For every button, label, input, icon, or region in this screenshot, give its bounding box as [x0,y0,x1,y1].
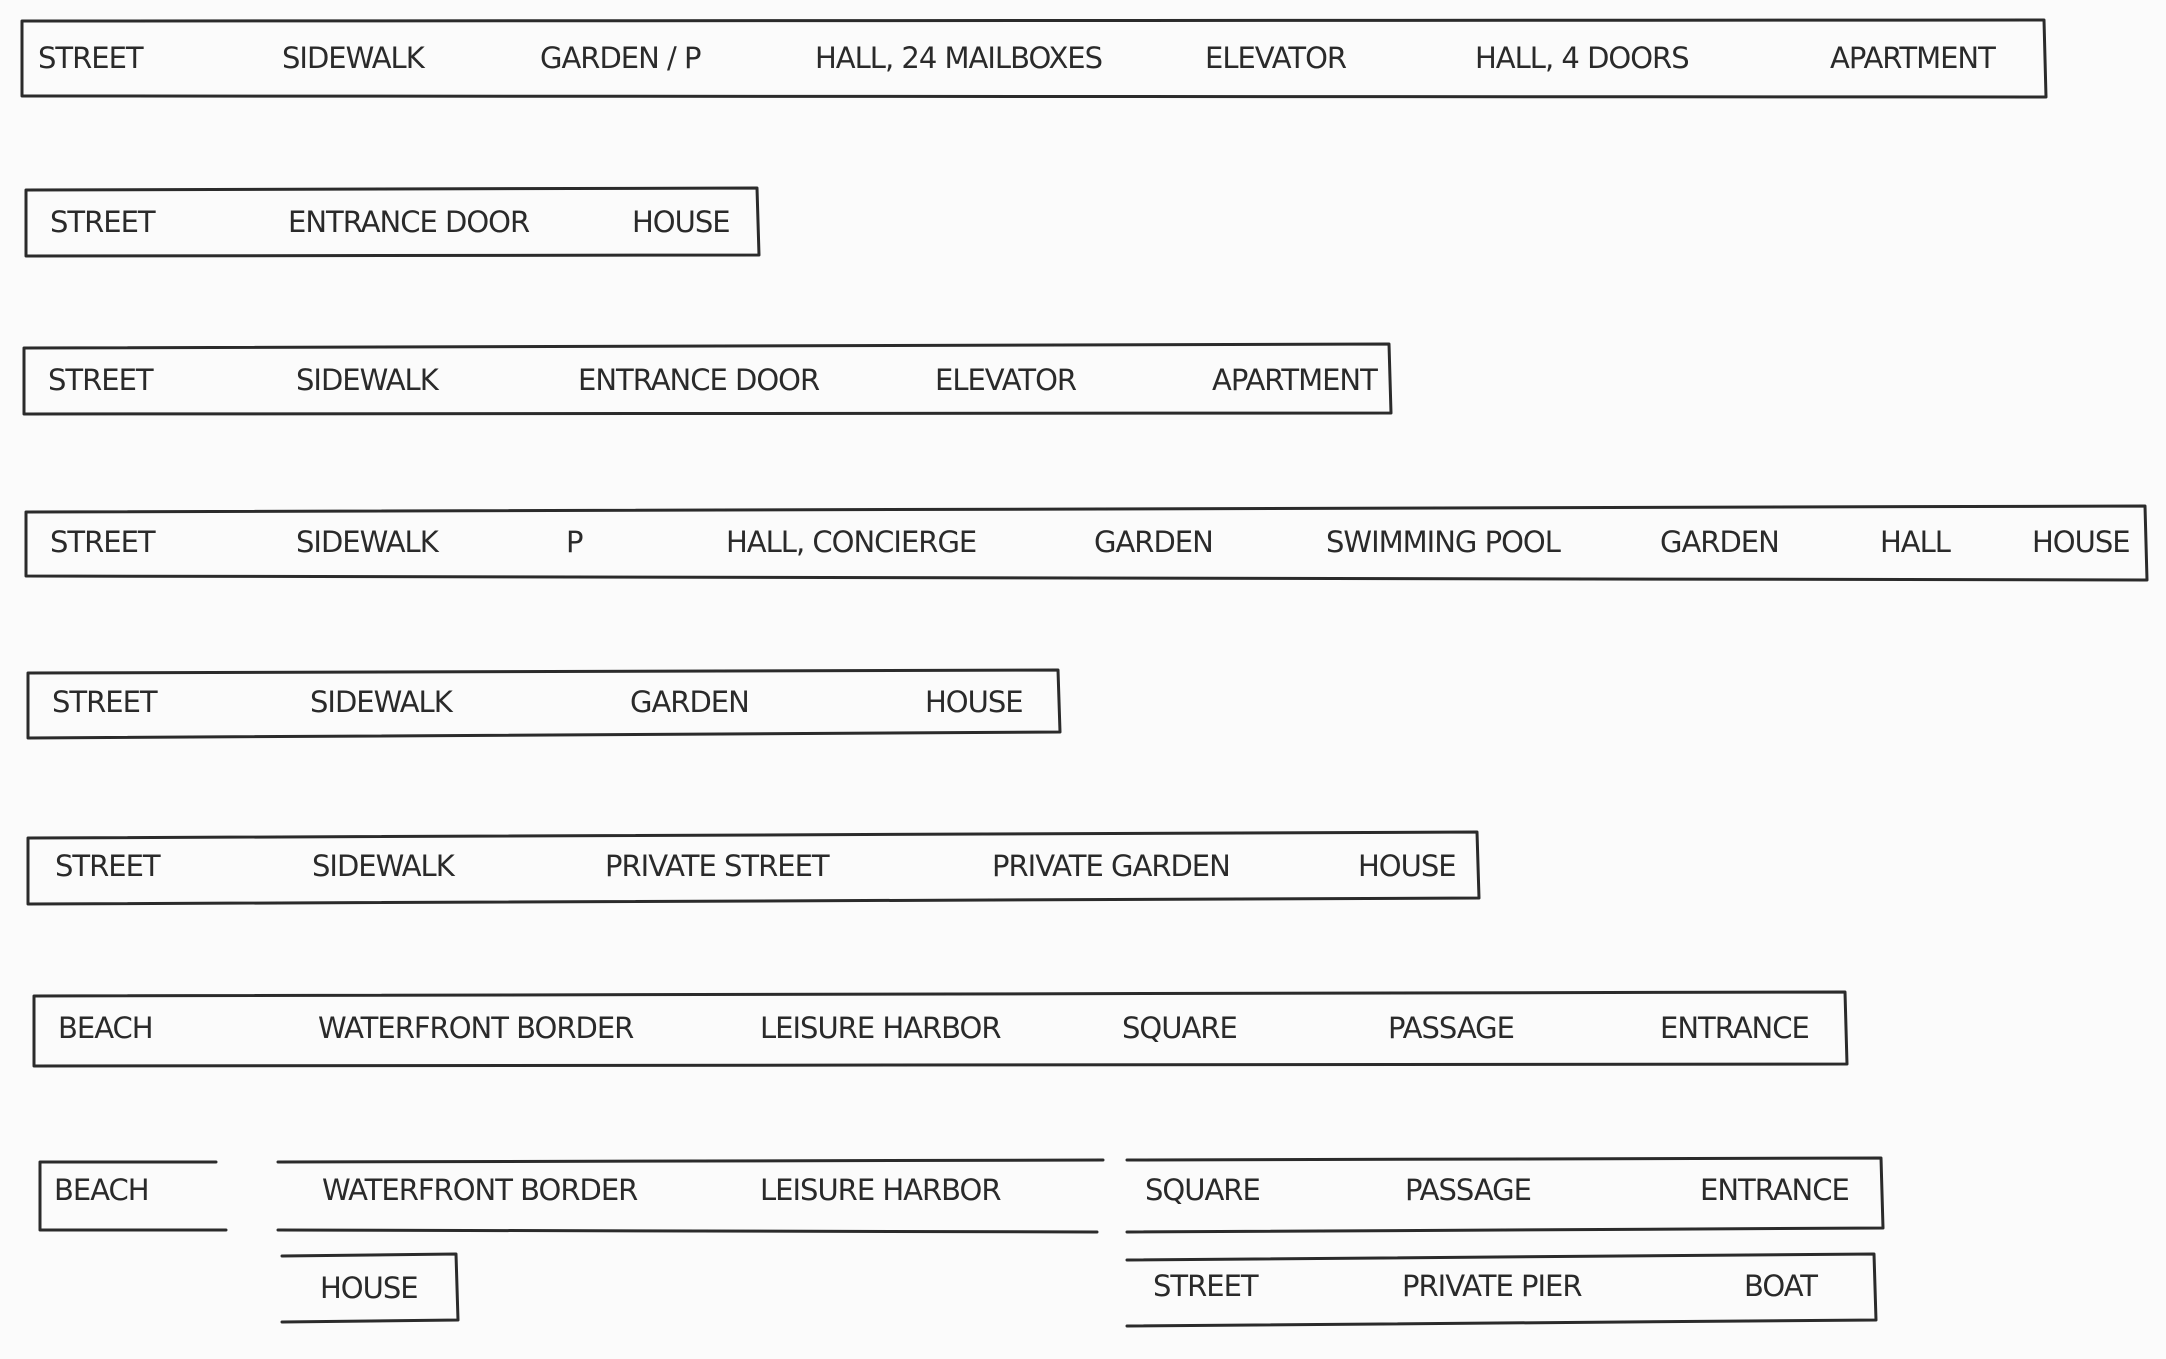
sequence-label: PRIVATE PIER [1402,1269,1582,1303]
sequence-label: STREET [48,363,153,397]
sequence-row-3 [24,344,1391,414]
sequence-row-8 [40,1158,1883,1326]
sequence-label: STREET [55,849,160,883]
sequence-label: HALL, CONCIERGE [726,525,977,559]
sequence-label: GARDEN [630,685,749,719]
sequence-label: BEACH [58,1011,153,1045]
sequence-label: SQUARE [1122,1011,1237,1045]
sequence-label: HOUSE [925,685,1023,719]
sequence-label: P [566,525,583,559]
sequence-label: APARTMENT [1212,363,1377,397]
sequence-label: PASSAGE [1388,1011,1514,1045]
sequence-label: ENTRANCE [1700,1173,1849,1207]
sequence-label: PRIVATE GARDEN [992,849,1230,883]
sequence-row-2 [26,188,759,256]
sequence-label: WATERFRONT BORDER [318,1011,634,1045]
sequence-label: WATERFRONT BORDER [322,1173,638,1207]
sequence-label: BOAT [1744,1269,1818,1303]
sequence-row-4 [26,506,2147,580]
sequence-label: HOUSE [1358,849,1456,883]
sequence-label: SIDEWALK [296,363,438,397]
sequence-label: LEISURE HARBOR [760,1011,1001,1045]
sequence-label: LEISURE HARBOR [760,1173,1001,1207]
sequence-label: HOUSE [632,205,730,239]
sequence-label: STREET [52,685,157,719]
sequence-label: STREET [38,41,143,75]
sequence-label: PASSAGE [1405,1173,1531,1207]
sequence-label: SWIMMING POOL [1326,525,1560,559]
sequence-label: ENTRANCE DOOR [288,205,530,239]
sequence-label: GARDEN [1094,525,1213,559]
sequence-label: HALL [1880,525,1950,559]
sequence-label: ELEVATOR [1205,41,1347,75]
sequence-row-5 [28,670,1060,738]
sequence-label: GARDEN / P [540,41,701,75]
sequence-row-1 [22,20,2046,97]
sequence-label: SQUARE [1145,1173,1260,1207]
sequence-label: BEACH [54,1173,149,1207]
sequence-row-7 [34,992,1847,1066]
sequence-label: HOUSE [320,1271,418,1305]
sequence-label: GARDEN [1660,525,1779,559]
sequence-label: SIDEWALK [312,849,454,883]
sequence-label: HALL, 4 DOORS [1475,41,1689,75]
sequence-label: SIDEWALK [310,685,452,719]
sequence-label: STREET [50,525,155,559]
sequence-label: ENTRANCE [1660,1011,1809,1045]
sequence-label: SIDEWALK [296,525,438,559]
sequence-box [28,670,1060,738]
sequence-label: HALL, 24 MAILBOXES [815,41,1103,75]
sequence-label: SIDEWALK [282,41,424,75]
sequence-label: HOUSE [2032,525,2130,559]
sequence-label: STREET [50,205,155,239]
sequence-label: APARTMENT [1830,41,1995,75]
sequence-label: ENTRANCE DOOR [578,363,820,397]
sequence-label: STREET [1153,1269,1258,1303]
sequence-label: ELEVATOR [935,363,1077,397]
sequence-label: PRIVATE STREET [605,849,829,883]
sequence-row-6 [28,832,1479,904]
